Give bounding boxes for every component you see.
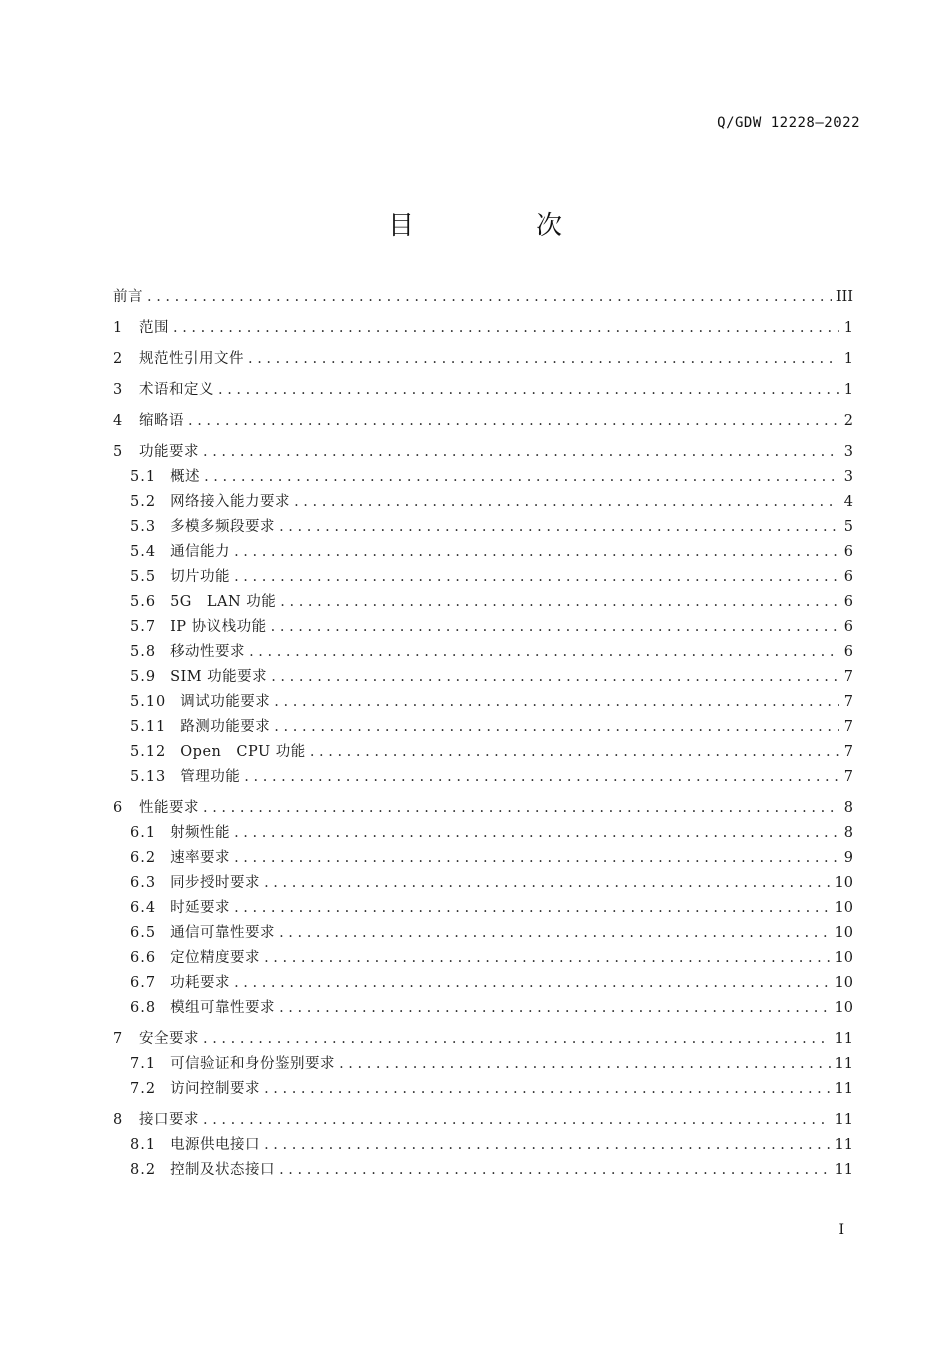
toc-entry[interactable] [113, 465, 853, 490]
toc-entry-page: 6 [843, 569, 853, 585]
toc-entry-label: 电源供电接口 [170, 1137, 261, 1153]
toc-entry[interactable] [113, 1108, 853, 1133]
toc-leader-dots [234, 971, 830, 996]
toc-entry-label: 可信验证和身份鉴别要求 [170, 1056, 336, 1072]
toc-entry-number: 5.13 [130, 769, 167, 785]
toc-entry-page: 11 [834, 1112, 853, 1128]
toc-entry-number: 6.3 [130, 875, 157, 891]
toc-leader-dots [310, 740, 839, 765]
toc-leader-dots [274, 690, 839, 715]
toc-entry-label: 多模多频段要求 [170, 519, 276, 535]
toc-entry[interactable] [113, 996, 853, 1021]
toc-leader-dots [279, 921, 830, 946]
toc-entry-number: 7 [113, 1031, 124, 1047]
toc-entry-label: 同步授时要求 [170, 875, 261, 891]
toc-entry-number: 5.11 [130, 719, 167, 735]
toc-entry[interactable] [113, 946, 853, 971]
toc-entry-label: 射频性能 [170, 825, 231, 841]
toc-entry-page: 8 [843, 825, 853, 841]
toc-entry-label: 控制及状态接口 [170, 1162, 276, 1178]
toc-entry-label: 时延要求 [170, 900, 231, 916]
toc-entry[interactable] [113, 796, 853, 821]
toc-entry-page: 7 [843, 769, 853, 785]
toc-entry[interactable] [113, 1158, 853, 1183]
toc-entry-number: 6.4 [130, 900, 157, 916]
toc-entry-page: 5 [843, 519, 853, 535]
toc-entry[interactable] [113, 1052, 853, 1077]
toc-entry-label: 前言 [113, 289, 143, 305]
toc-entry-label: 范围 [139, 320, 169, 336]
toc-entry-label: 缩略语 [139, 413, 184, 429]
toc-entry-page: 10 [834, 875, 853, 891]
toc-entry-number: 5.10 [130, 694, 167, 710]
toc-entry-number: 4 [113, 413, 124, 429]
toc-leader-dots [264, 946, 830, 971]
toc-entry-page: 6 [843, 644, 853, 660]
toc-leader-dots [203, 1108, 831, 1133]
toc-entry-page: 9 [843, 850, 853, 866]
toc-entry[interactable] [113, 316, 853, 341]
toc-entry[interactable] [113, 896, 853, 921]
toc-entry-page: 11 [834, 1056, 853, 1072]
toc-entry-page: 3 [843, 469, 853, 485]
toc-entry-page: 7 [843, 719, 853, 735]
toc-entry[interactable] [113, 871, 853, 896]
toc-entry-number: 5.7 [130, 619, 157, 635]
toc-entry-page: 3 [843, 444, 853, 460]
toc-leader-dots [234, 565, 839, 590]
toc-leader-dots [234, 846, 839, 871]
toc-entry-page: 11 [834, 1081, 853, 1097]
toc-entry[interactable] [113, 440, 853, 465]
toc-entry-page: 6 [843, 594, 853, 610]
toc-leader-dots [279, 996, 830, 1021]
toc-leader-dots [274, 715, 839, 740]
toc-entry-number: 7.1 [130, 1056, 157, 1072]
toc-entry-label: 概述 [170, 469, 201, 485]
toc-entry-number: 6.7 [130, 975, 157, 991]
toc-entry[interactable] [113, 640, 853, 665]
toc-leader-dots [271, 615, 839, 640]
toc-leader-dots [271, 665, 839, 690]
toc-leader-dots [279, 515, 839, 540]
toc-entry[interactable] [113, 821, 853, 846]
toc-leader-dots [188, 409, 839, 434]
toc-entry-label: 速率要求 [170, 850, 231, 866]
toc-entry-label: 安全要求 [139, 1031, 199, 1047]
toc-entry[interactable] [113, 615, 853, 640]
toc-entry-number: 5.5 [130, 569, 157, 585]
toc-leader-dots [279, 1158, 830, 1183]
toc-entry-page: 10 [834, 950, 853, 966]
toc-leader-dots [203, 796, 839, 821]
toc-entry[interactable] [113, 665, 853, 690]
toc-leader-dots [294, 490, 839, 515]
toc-leader-dots [339, 1052, 830, 1077]
toc-leader-dots [244, 765, 839, 790]
toc-entry[interactable] [113, 740, 853, 765]
toc-entry-number: 5.8 [130, 644, 157, 660]
toc-entry[interactable] [113, 690, 853, 715]
toc-entry-number: 8.1 [130, 1137, 157, 1153]
toc-entry[interactable] [113, 347, 853, 372]
toc-entry-page: 7 [843, 694, 853, 710]
toc-entry-page: III [835, 289, 853, 305]
toc-entry-label: 规范性引用文件 [139, 351, 244, 367]
toc-entry-number: 5.2 [130, 494, 157, 510]
toc-entry-number: 6.6 [130, 950, 157, 966]
toc-entry-page: 1 [843, 382, 853, 398]
toc-entry-label: 5G LAN 功能 [170, 594, 277, 610]
toc-entry[interactable] [113, 590, 853, 615]
toc-entry[interactable] [113, 540, 853, 565]
toc-entry-number: 3 [113, 382, 124, 398]
toc-entry[interactable] [113, 565, 853, 590]
toc-entry-page: 1 [843, 320, 853, 336]
toc-entry-label: SIM 功能要求 [170, 669, 268, 685]
toc-leader-dots [218, 378, 839, 403]
toc-entry-label: 管理功能 [180, 769, 241, 785]
toc-entry[interactable] [113, 921, 853, 946]
toc-leader-dots [264, 1077, 830, 1102]
toc-entry-number: 5.4 [130, 544, 157, 560]
toc-entry-page: 10 [834, 1000, 853, 1016]
toc-entry-number: 5.6 [130, 594, 157, 610]
toc-entry-number: 1 [113, 320, 124, 336]
toc-entry[interactable] [113, 715, 853, 740]
toc-entry-number: 6 [113, 800, 124, 816]
toc-entry-number: 8 [113, 1112, 124, 1128]
toc-entry-label: 访问控制要求 [170, 1081, 261, 1097]
standard-number: Q/GDW 12228—2022 [717, 115, 860, 131]
toc-leader-dots [280, 590, 839, 615]
toc-entry[interactable] [113, 1077, 853, 1102]
toc-leader-dots [234, 540, 839, 565]
toc-leader-dots [204, 465, 839, 490]
toc-entry-number: 7.2 [130, 1081, 157, 1097]
toc-entry-page: 1 [843, 351, 853, 367]
toc-entry-number: 5.3 [130, 519, 157, 535]
table-of-contents [113, 285, 853, 1183]
toc-entry-page: 11 [834, 1162, 853, 1178]
toc-entry-number: 5.1 [130, 469, 157, 485]
page-title: 目 次 [387, 211, 610, 241]
toc-entry-label: 切片功能 [170, 569, 231, 585]
toc-entry-label: 术语和定义 [139, 382, 214, 398]
toc-entry-label: 定位精度要求 [170, 950, 261, 966]
toc-entry[interactable] [113, 490, 853, 515]
toc-entry-label: 移动性要求 [170, 644, 246, 660]
toc-leader-dots [248, 347, 839, 372]
toc-leader-dots [264, 1133, 830, 1158]
toc-entry-page: 6 [843, 619, 853, 635]
toc-entry-number: 5 [113, 444, 124, 460]
toc-entry-label: 网络接入能力要求 [170, 494, 291, 510]
toc-entry-page: 6 [843, 544, 853, 560]
toc-leader-dots [264, 871, 830, 896]
toc-leader-dots [203, 440, 839, 465]
toc-entry-label: 路测功能要求 [180, 719, 271, 735]
toc-entry-label: 功耗要求 [170, 975, 231, 991]
toc-entry-number: 6.8 [130, 1000, 157, 1016]
toc-entry-number: 6.5 [130, 925, 157, 941]
toc-entry[interactable] [113, 378, 853, 403]
toc-entry-number: 2 [113, 351, 124, 367]
toc-entry-number: 5.9 [130, 669, 157, 685]
toc-leader-dots [147, 285, 832, 310]
toc-leader-dots [234, 821, 839, 846]
toc-entry-page: 11 [834, 1031, 853, 1047]
toc-entry-number: 6.2 [130, 850, 157, 866]
toc-entry-page: 7 [843, 669, 853, 685]
toc-entry-page: 8 [843, 800, 853, 816]
toc-entry-label: 功能要求 [139, 444, 199, 460]
toc-entry[interactable] [113, 1027, 853, 1052]
toc-entry-page: 10 [834, 900, 853, 916]
toc-entry[interactable] [113, 971, 853, 996]
toc-leader-dots [173, 316, 839, 341]
toc-entry-label: 调试功能要求 [180, 694, 271, 710]
toc-entry-label: 通信可靠性要求 [170, 925, 276, 941]
toc-entry[interactable] [113, 515, 853, 540]
toc-entry[interactable] [113, 846, 853, 871]
toc-entry[interactable] [113, 1133, 853, 1158]
toc-entry-label: 接口要求 [139, 1112, 199, 1128]
toc-leader-dots [234, 896, 830, 921]
toc-entry-page: 10 [834, 975, 853, 991]
toc-leader-dots [203, 1027, 831, 1052]
toc-entry-page: 10 [834, 925, 853, 941]
toc-entry-number: 8.2 [130, 1162, 157, 1178]
toc-entry-number: 5.12 [130, 744, 167, 760]
toc-entry-label: 模组可靠性要求 [170, 1000, 276, 1016]
toc-leader-dots [249, 640, 839, 665]
toc-entry[interactable] [113, 409, 853, 434]
toc-entry-number: 6.1 [130, 825, 157, 841]
toc-entry-page: 7 [843, 744, 853, 760]
toc-entry[interactable] [113, 285, 853, 310]
toc-entry[interactable] [113, 765, 853, 790]
toc-entry-label: 性能要求 [139, 800, 199, 816]
toc-entry-label: Open CPU 功能 [180, 744, 306, 760]
toc-entry-page: 4 [843, 494, 853, 510]
toc-entry-page: 2 [843, 413, 853, 429]
toc-entry-page: 11 [834, 1137, 853, 1153]
toc-entry-label: 通信能力 [170, 544, 231, 560]
toc-entry-label: IP 协议栈功能 [170, 619, 267, 635]
page-number: I [838, 1222, 844, 1238]
